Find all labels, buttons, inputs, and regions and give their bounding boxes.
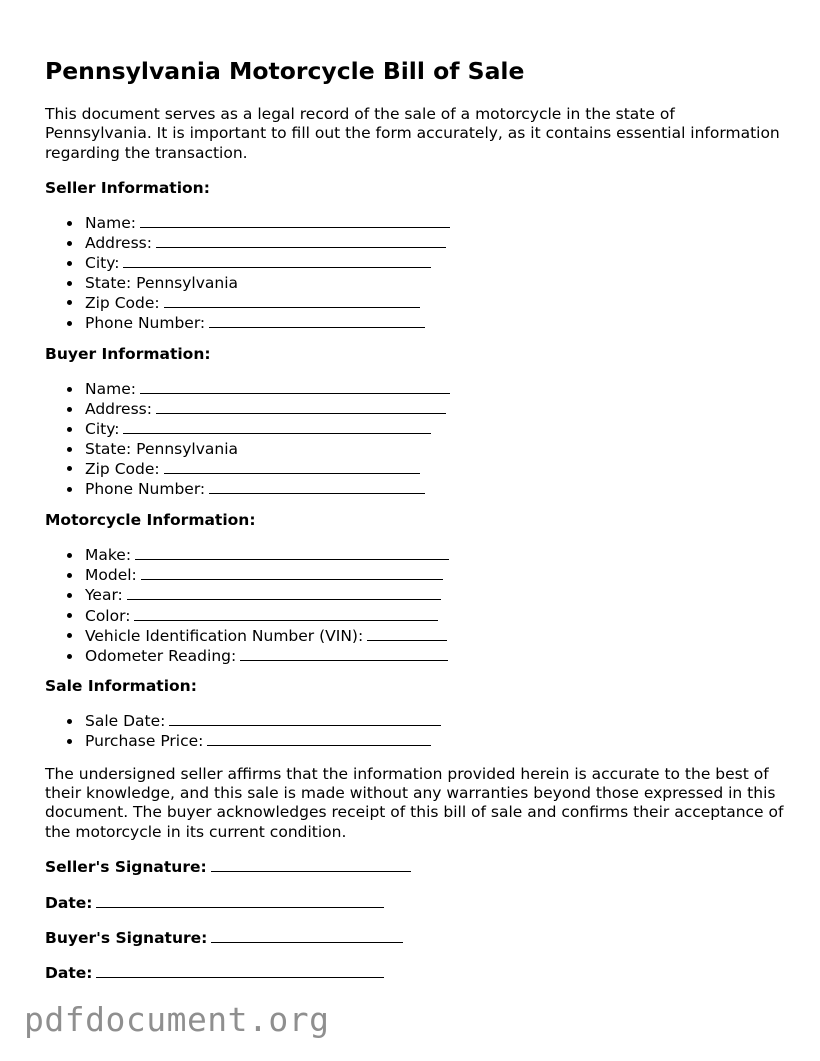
color-item (45, 606, 449, 626)
buyer-state-text: State: Pennsylvania (85, 439, 239, 458)
purchase-price-item (45, 731, 441, 751)
seller-phone-line[interactable] (209, 313, 425, 328)
buyer-zip-line[interactable] (164, 459, 420, 474)
seller-date-line[interactable] (96, 893, 384, 908)
buyer-date-line[interactable] (96, 963, 384, 978)
make-line[interactable] (135, 545, 449, 560)
seller-name-line[interactable] (140, 213, 450, 228)
buyer-phone-line[interactable] (209, 479, 425, 494)
purchase-price-line[interactable] (207, 731, 431, 746)
sale-section-heading: Sale Information: (45, 677, 197, 695)
sale-date-label: Sale Date: (85, 712, 166, 730)
buyer-address-line[interactable] (156, 399, 446, 414)
odometer-item (45, 646, 449, 666)
model-line[interactable] (141, 565, 443, 580)
make-item (45, 545, 449, 565)
seller-name-item (45, 213, 450, 233)
buyer-date-row (45, 963, 384, 983)
document-title: Pennsylvania Motorcycle Bill of Sale (45, 57, 525, 85)
buyer-state-item (45, 440, 450, 459)
motorcycle-section-heading: Motorcycle Information: (45, 511, 256, 529)
watermark-text: pdfdocument.org (24, 1000, 330, 1039)
buyer-date-label: Date: (45, 964, 93, 982)
odometer-line[interactable] (240, 646, 448, 661)
seller-address-item (45, 233, 450, 253)
buyer-city-item (45, 419, 450, 439)
buyer-zip-item (45, 459, 450, 479)
buyer-city-label: City: (85, 420, 120, 439)
buyer-section-heading: Buyer Information: (45, 345, 211, 363)
buyer-signature-row (45, 928, 403, 948)
buyer-signature-line[interactable] (211, 928, 403, 943)
model-item (45, 565, 449, 585)
buyer-phone-item (45, 479, 450, 499)
motorcycle-fields-list (45, 545, 449, 666)
sale-date-line[interactable] (169, 711, 441, 726)
intro-paragraph: This document serves as a legal record of the sale of a motorcycle in the state of Pennsylvania. It is important to fill out the form accurately, as it contains essential information regarding the transaction. (45, 105, 780, 162)
buyer-address-item (45, 399, 450, 419)
odometer-label: Odometer Reading: (85, 647, 237, 666)
buyer-zip-label: Zip Code: (85, 459, 160, 478)
seller-fields-list (45, 213, 450, 333)
buyer-fields-list (45, 379, 450, 499)
sale-fields-list (45, 711, 441, 751)
buyer-signature-label: Buyer's Signature: (45, 929, 208, 947)
seller-date-label: Date: (45, 894, 93, 912)
seller-zip-label: Zip Code: (85, 293, 160, 312)
seller-phone-label: Phone Number: (85, 314, 206, 333)
vin-line[interactable] (367, 626, 447, 641)
seller-zip-line[interactable] (164, 293, 420, 308)
seller-address-label: Address: (85, 234, 152, 253)
seller-phone-item (45, 313, 450, 333)
purchase-price-label: Purchase Price: (85, 732, 204, 751)
color-label: Color: (85, 606, 131, 625)
seller-address-line[interactable] (156, 233, 446, 248)
year-line[interactable] (127, 585, 441, 600)
buyer-phone-label: Phone Number: (85, 480, 206, 499)
closing-paragraph: The undersigned seller affirms that the information provided herein is accurate to the best of their knowledge, and this sale is made without any warranties beyond those expressed in this document. The buyer acknowledges receipt of this bill of sale and confirms their acceptance of the motorcycle in its current condition. (45, 765, 784, 841)
seller-signature-line[interactable] (211, 857, 411, 872)
seller-city-line[interactable] (123, 253, 431, 268)
vin-item (45, 626, 449, 646)
color-line[interactable] (134, 606, 438, 621)
seller-state-text: State: Pennsylvania (85, 273, 239, 292)
buyer-name-item (45, 379, 450, 399)
seller-name-label: Name: (85, 214, 136, 232)
buyer-address-label: Address: (85, 400, 152, 419)
buyer-name-line[interactable] (140, 379, 450, 394)
buyer-name-label: Name: (85, 380, 136, 398)
vin-label: Vehicle Identification Number (VIN): (85, 626, 364, 645)
seller-signature-row (45, 857, 411, 877)
model-label: Model: (85, 566, 137, 585)
seller-signature-label: Seller's Signature: (45, 858, 207, 876)
seller-section-heading: Seller Information: (45, 179, 210, 197)
year-label: Year: (85, 586, 123, 605)
seller-city-label: City: (85, 254, 120, 273)
buyer-city-line[interactable] (123, 419, 431, 434)
make-label: Make: (85, 546, 132, 564)
seller-zip-item (45, 293, 450, 313)
seller-city-item (45, 253, 450, 273)
year-item (45, 585, 449, 605)
seller-date-row (45, 893, 384, 913)
seller-state-item (45, 274, 450, 293)
sale-date-item (45, 711, 441, 731)
